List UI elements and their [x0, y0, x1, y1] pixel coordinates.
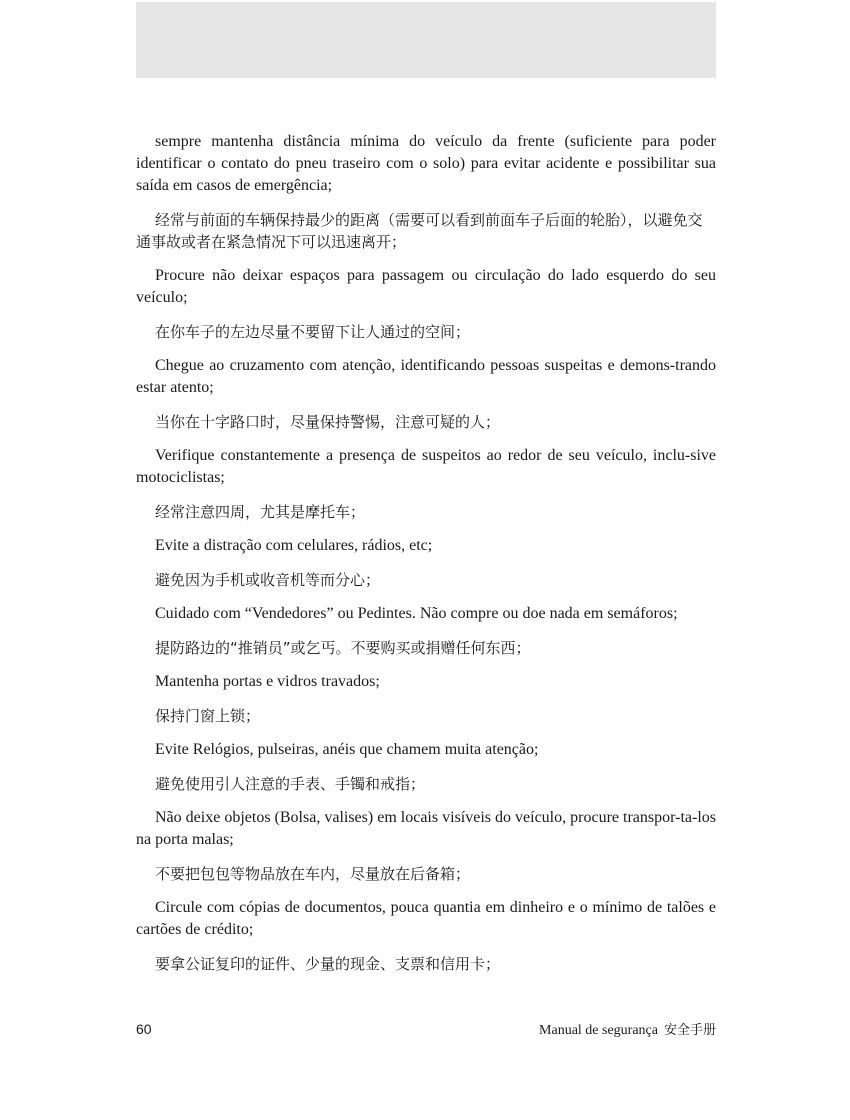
paragraph-pt: Verifique constantemente a presença de suspeitos ao redor de seu veículo, inclu-sive motociclistas;	[136, 447, 716, 486]
paragraph-zh: 经常与前面的车辆保持最少的距离（需要可以看到前面车子后面的轮胎），以避免交通事故或者在紧急情况下可以迅速离开；	[136, 211, 703, 251]
header-band	[136, 2, 716, 78]
paragraph-pt: Mantenha portas e vidros travados;	[155, 673, 380, 690]
paragraph-zh: 在你车子的左边尽量不要留下让人通过的空间；	[155, 323, 471, 341]
paragraph-pt: Não deixe objetos (Bolsa, valises) em locais visíveis do veículo, procure transpor-ta-los na porta malas;	[136, 809, 716, 848]
footer-title-pt: Manual de segurança	[539, 1023, 658, 1038]
paragraph-zh: 保持门窗上锁；	[155, 707, 261, 725]
paragraph-zh: 避免因为手机或收音机等而分心；	[155, 571, 381, 589]
running-footer-title	[539, 1019, 716, 1039]
footer-title-zh: 安全手册	[663, 1023, 716, 1038]
paragraph-zh: 提防路边的“推销员”或乞丐。不要购买或捐赠任何东西；	[155, 639, 531, 657]
paragraph-zh: 经常注意四周，尤其是摩托车；	[155, 503, 366, 521]
paragraph-pt: Cuidado com “Vendedores” ou Pedintes. Não compre ou doe nada em semáforos;	[155, 605, 678, 622]
page-number: 60	[136, 1021, 152, 1037]
paragraph-pt: Circule com cópias de documentos, pouca quantia em dinheiro e o mínimo de talões e cartões de crédito;	[136, 899, 716, 938]
paragraph-zh: 避免使用引人注意的手表、手镯和戒指；	[155, 775, 426, 793]
paragraph-pt: Chegue ao cruzamento com atenção, identificando pessoas suspeitas e demons-trando estar atento;	[136, 357, 716, 396]
page-body	[136, 131, 716, 987]
paragraph-zh: 当你在十字路口时，尽量保持警惕，注意可疑的人；	[155, 413, 501, 431]
paragraph-zh: 不要把包包等物品放在车内，尽量放在后备箱；	[155, 865, 471, 883]
paragraph-pt: sempre mantenha distância mínima do veículo da frente (suficiente para poder identificar o contato do pneu traseiro com o solo) para evitar acidente e possibilitar sua saída em casos de emergência;	[136, 133, 716, 194]
paragraph-zh: 要拿公证复印的证件、少量的现金、支票和信用卡；	[155, 955, 501, 973]
paragraph-pt: Evite Relógios, pulseiras, anéis que chamem muita atenção;	[155, 741, 539, 758]
paragraph-pt: Evite a distração com celulares, rádios, etc;	[155, 537, 433, 554]
paragraph-pt: Procure não deixar espaços para passagem ou circulação do lado esquerdo do seu veículo;	[136, 267, 716, 306]
